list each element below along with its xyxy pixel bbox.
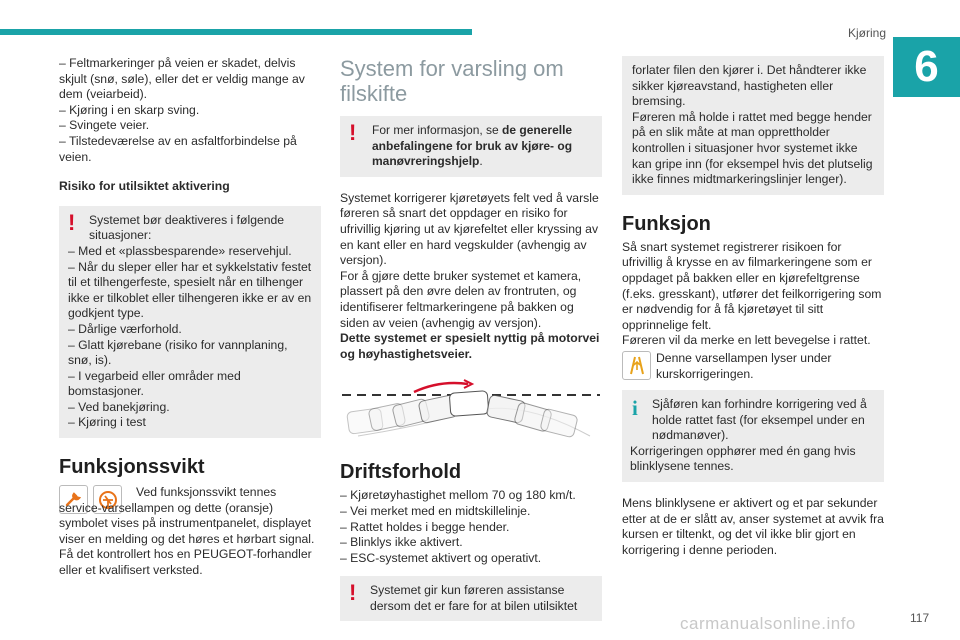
list-item: – Når du sleper eller har et sykkelstativ festet til et tilhengerfeste, spesielt når en tilhenger ikke er tilkoblet eller tilhengeren ikke er av en godkjent type. — [68, 259, 312, 321]
lane-illustration — [340, 378, 602, 440]
function-text: Så snart systemet registrerer risikoen for ufrivillig å krysse en av filmarkeringene som er oppdaget på bakken eller en kjørefeltgrense (f.eks. gresskant), utfører det feilkorrigering som er nødvendig for å få kjøretøyet til sitt opprinnelige felt. — [622, 239, 882, 332]
watermark: carmanualsonline.info — [680, 614, 856, 633]
note-suffix: . — [479, 154, 483, 169]
warning-icon: ! — [349, 580, 357, 606]
continued-text-2: Føreren må holde i rattet med begge hender på en slik måte at man opprettholder kontrollen i situasjoner hvor systemet ikke kan gripe inn (for eksempel hvis det plutselig ikke finnes midtmarkeringslinjer lenger). — [632, 109, 873, 187]
fault-heading: Funksjonssvikt — [59, 456, 205, 479]
column-1 — [59, 56, 321, 579]
final-text: Mens blinklysene er aktivert og et par sekunder etter at de er slått av, anser systemet at avvik fra kursen er tiltenkt, og det vil ikke blir gjort en korrigering i denne perioden. — [622, 496, 884, 557]
column-3 — [622, 56, 884, 558]
list-item: – Vei merket med en midtskillelinje. — [340, 503, 531, 518]
info-icon: i — [632, 396, 638, 421]
list-item: – Svingete veier. — [59, 118, 150, 133]
info-text: Sjåføren kan forhindre korrigering ved å holde rattet fast (for eksempel under en nødmanøver). — [652, 397, 867, 443]
list-item: – Tilstedeværelse av en asfaltforbindelse på veien. — [59, 133, 297, 164]
list-item: – Rattet holdes i begge hender. — [340, 519, 510, 534]
assistance-warning-box — [340, 576, 602, 621]
list-item: – Kjøring i en skarp sving. — [59, 102, 200, 117]
list-item: – I vegarbeid eller områder med bomstasjoner. — [68, 368, 241, 399]
conditions-list — [340, 488, 602, 566]
list-item: – Dårlige værforhold. — [68, 321, 182, 336]
function-heading: Funksjon — [622, 212, 711, 235]
list-item: – Feltmarkeringer på veien er skadet, delvis skjult (snø, søle), eller det er veldig mange av dem (veiarbeid). — [59, 56, 305, 102]
deactivation-warning-box — [59, 206, 321, 438]
chapter-number: 6 — [893, 37, 960, 97]
description-1: Systemet korrigerer kjøretøyets felt ved å varsle føreren så snart det oppdager en risiko for ufrivillig kjøring ut av kjørefeltet eller kryssing av en kant eller en hard vegskulder (avhengig av versjon). — [340, 190, 599, 268]
warning-intro: Systemet bør deaktiveres i følgende situasjoner: — [89, 212, 285, 243]
description-2: For å gjøre dette bruker systemet et kamera, plassert på den øvre delen av frontruten, og identifiserer feltmarkeringene på bakken og siden av veien (avhengig av versjon). — [340, 268, 582, 330]
section-title: Kjøring — [847, 26, 886, 40]
driver-override-info-box — [622, 390, 884, 482]
list-item: – Ved banekjøring. — [68, 399, 170, 414]
info-text-2: Korrigeringen opphører med én gang hvis blinklysene tennes. — [630, 443, 856, 474]
list-item: – Glatt kjørebane (risiko for vannplaning, snø, is). — [68, 337, 288, 368]
continued-text: forlater filen den kjører i. Det håndterer ikke sikker kjøreavstand, hastigheten eller bremsing. — [632, 63, 867, 109]
list-item: – Kjøring i test — [68, 415, 146, 430]
warning-icon: ! — [68, 209, 76, 235]
column-2 — [340, 56, 602, 621]
lane-warning-lamp-icon — [622, 351, 651, 380]
note-text — [370, 123, 594, 170]
list-item: – Blinklys ikke aktivert. — [340, 535, 463, 550]
recommendation-note — [340, 116, 602, 177]
description-3: Dette systemet er spesielt nyttig på motorvei og høyhastighetsveier. — [340, 331, 600, 361]
note-prefix: For mer informasjon, se — [372, 123, 503, 137]
page-number: 117 — [910, 611, 930, 625]
lamp-row — [622, 351, 884, 382]
note-bold: de generelle anbefalingene for bruk av kjøre- og manøvreringshjelp — [372, 123, 573, 169]
list-item: – Kjøretøyhastighet mellom 70 og 180 km/t. — [340, 488, 576, 503]
fault-text: Ved funksjonssvikt tennes service-varsellampen og dette (oransje) symbolet vises på instrumentpanelet, displayet viser en melding og det høres et hørbart signal. — [59, 485, 315, 546]
lamp-text: Denne varsellampen lyser under kurskorrigeringen. — [656, 350, 832, 381]
function-text-2: Føreren vil da merke en lett bevegelse i rattet. — [622, 333, 871, 348]
top-accent-bar — [0, 29, 472, 35]
assistance-warning-text: Systemet gir kun føreren assistanse dersom det er fare for at bilen utilsiktet — [370, 583, 578, 613]
section-heading: System for varsling om filskifte — [340, 56, 564, 106]
list-item: – ESC-systemet aktivert og operativt. — [340, 550, 542, 565]
fault-text-2: Få det kontrollert hos en PEUGEOT-forhandler eller et kvalifisert verksted. — [59, 547, 312, 578]
warning-icon: ! — [349, 120, 357, 145]
list-item: – Med et «plassbesparende» reservehjul. — [68, 243, 292, 258]
continued-warning-box — [622, 56, 884, 195]
risk-heading: Risiko for utilsiktet aktivering — [59, 179, 230, 194]
conditions-heading: Driftsforhold — [340, 461, 462, 484]
lane-drift-diagram — [340, 378, 602, 440]
intro-list — [59, 56, 321, 165]
